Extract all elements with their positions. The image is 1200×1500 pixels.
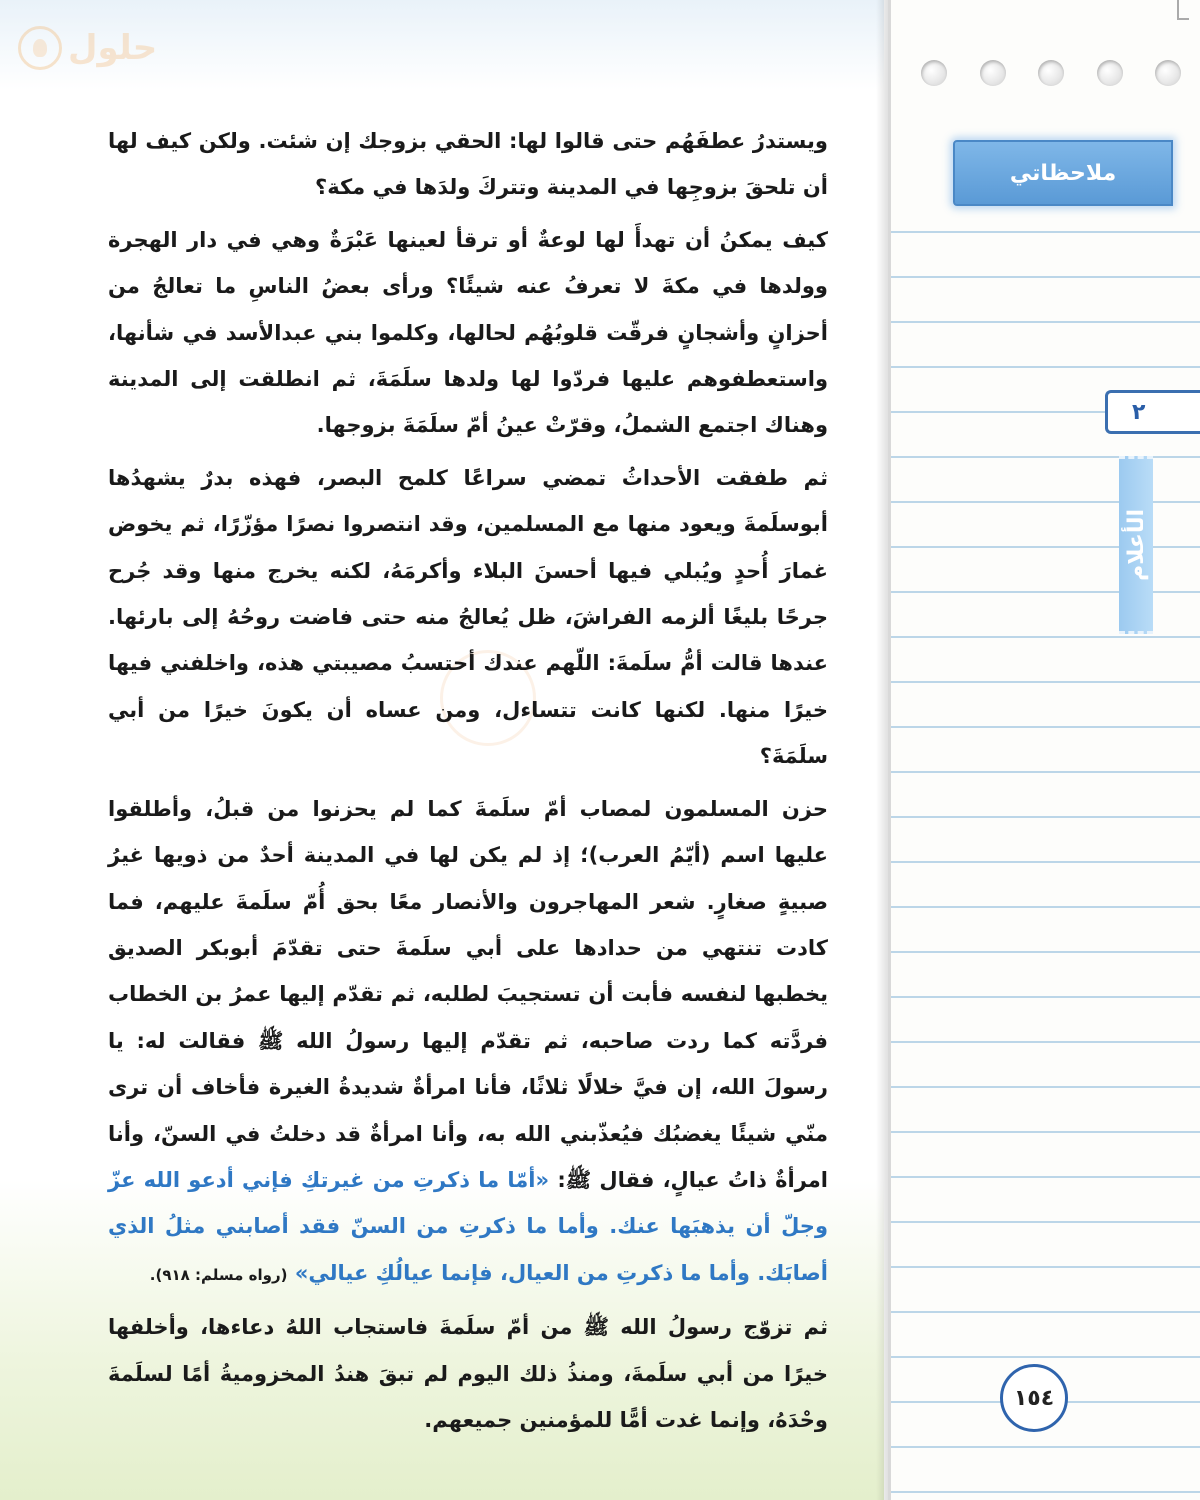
paragraph-3: ثم طفقت الأحداثُ تمضي سراعًا كلمح البصر، فهذه بدرٌ يشهدُها أبوسلَمةَ ويعود منها مع المسلمين، وقد انتصروا نصرًا مؤزّرًا، ثم يخوض غمارَ أُحدٍ ويُبلي فيها أحسنَ البلاء وأكرمَهُ، لكنه يخرج منها وقد جُرح جرحًا بليغًا ألزمه الفراشَ، ظل يُعالجُ منه حتى فاضت روحُهُ إلى بارئها. عندها قالت أمُّ سلَمةَ: اللّهم عندك أحتسبُ مصيبتي هذه، واخلفني فيها خيرًا منها. لكنها كانت تتساءل، ومن عساه أن يكونَ خيرًا من أبي سلَمَةَ؟ bbox=[108, 465, 828, 769]
hadith-reference: (رواه مسلم: ٩١٨). bbox=[149, 1265, 288, 1284]
my-notes-tab[interactable]: ملاحظاتي bbox=[953, 140, 1173, 206]
paragraph-1: ويستدرُ عطفَهُم حتى قالوا لها: الحقي بزوجك إن شئت. ولكن كيف لها أن تلحقَ بزوجِها في المدينة وتتركَ ولدَها في مكة؟ bbox=[108, 129, 828, 200]
page-number: ١٥٤ bbox=[1000, 1364, 1068, 1432]
logo-icon bbox=[18, 26, 62, 70]
corner-mark bbox=[1177, 0, 1189, 20]
publisher-logo bbox=[18, 26, 157, 70]
binder-hole-icon bbox=[1097, 60, 1123, 86]
logo-text: حلول bbox=[68, 28, 158, 68]
paragraph-4 bbox=[108, 786, 828, 1298]
binder-holes bbox=[921, 60, 1181, 86]
paragraph-4-text: حزن المسلمون لمصاب أمّ سلَمةَ كما لم يحزنوا من قبلُ، وأطلقوا عليها اسم (أيّمُ العرب)؛ إذ لم يكن لها في المدينة أحدٌ من ذويها غيرُ صبيةٍ صغارٍ. شعر المهاجرون والأنصار معًا بحق أُمّ سلَمةَ عليهم، فما كادت تنتهي من حدادها على أبي سلَمةَ حتى تقدّمَ أبوبكر الصديق يخطبها لنفسه فأبت أن تستجيبَ لطلبه، ثم تقدّم إليها عمرُ بن الخطاب فردَّته كما ردت صاحبه، ثم تقدّم إليها رسولُ الله ﷺ فقالت له: يا رسولَ الله، إن فيَّ خلالًا ثلاثًا، فأنا امرأةٌ شديدةُ الغيرة فأخاف أن ترى منّي شيئًا يغضبُك فيُعذّبني الله به، وأنا امرأةٌ قد دخلتُ في السنّ، وأنا امرأةٌ ذاتُ عيالٍ، فقال ﷺ: bbox=[108, 796, 829, 1192]
section-tab-figures[interactable] bbox=[1119, 456, 1153, 634]
binder-hole-icon bbox=[1155, 60, 1181, 86]
binder-hole-icon bbox=[980, 60, 1006, 86]
paragraph-5: ثم تزوّج رسولُ الله ﷺ من أمّ سلَمةَ فاستجاب اللهُ دعاءها، وأخلفها خيرًا من أبي سلَمةَ، ومنذُ ذلك اليوم لم تبقَ هندُ المخزوميةُ أمًا لسلَمةَ وحْدَهُ، وإنما غدت أمًّا للمؤمنين جميعهم. bbox=[108, 1315, 828, 1432]
page-fold-shadow bbox=[876, 0, 888, 1500]
section-tab-label: الأعلام bbox=[1123, 509, 1149, 581]
page-body bbox=[108, 118, 828, 1449]
unit-number-tab[interactable]: ٢ bbox=[1105, 390, 1200, 434]
paragraph-2: كيف يمكنُ أن تهدأَ لها لوعةٌ أو ترقأ لعينها عَبْرَةٌ وهي في دار الهجرة وولدها في مكةَ لا تعرفُ عنه شيئًا؟ ورأى بعضُ الناسِ ما تعالجُ من أحزانٍ وأشجانٍ فرقّت قلوبُهُم لحالها، وكلموا بني عبدالأسد في شأنها، واستعطفوهم عليها فردّوا لها ولدها سلَمَةَ، ثم انطلقت إلى المدينة وهناك اجتمع الشملُ، وقرّتْ عينُ أمّ سلَمَةَ بزوجها. bbox=[108, 227, 828, 438]
notes-sidebar bbox=[888, 0, 1200, 1500]
hadith-quote: «أمّا ما ذكرتِ من غيرتكِ فإني أدعو الله عزّ وجلّ أن يذهبَها عنك. وأما ما ذكرتِ من السنّ فقد أصابني مثلُ الذي أصابَك. وأما ما ذكرتِ من العيال، فإنما عيالُكِ عيالي» bbox=[108, 1167, 828, 1285]
binder-hole-icon bbox=[921, 60, 947, 86]
binder-hole-icon bbox=[1038, 60, 1064, 86]
